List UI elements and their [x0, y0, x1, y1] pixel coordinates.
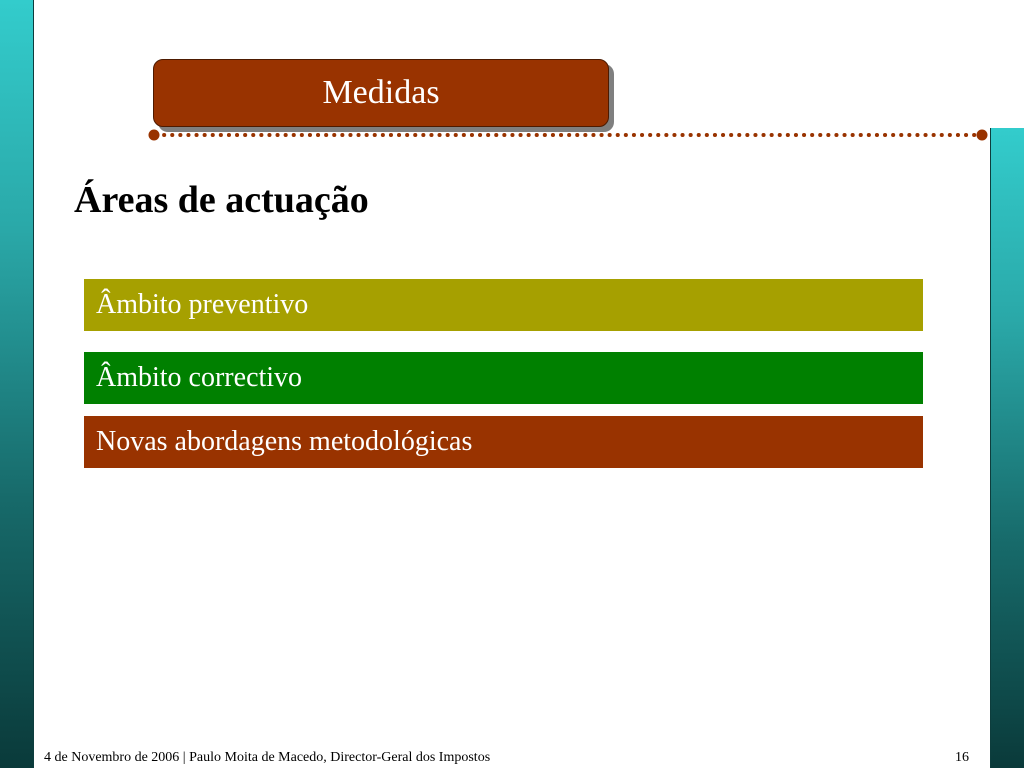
section-heading: Áreas de actuação [74, 179, 369, 221]
footer-text: 4 de Novembro de 2006 | Paulo Moita de Macedo, Director-Geral dos Impostos [44, 750, 491, 765]
item-ambito-correctivo: Âmbito correctivo [84, 352, 923, 404]
dotted-divider [0, 0, 1024, 160]
slide-title: Medidas [322, 74, 440, 111]
page-number: 16 [955, 750, 969, 765]
divider-end-dot-left [149, 130, 160, 141]
divider-end-dot-right [977, 130, 988, 141]
right-decorative-bar [990, 128, 1024, 768]
item-ambito-preventivo: Âmbito preventivo [84, 279, 923, 331]
item-novas-abordagens: Novas abordagens metodológicas [84, 416, 923, 468]
